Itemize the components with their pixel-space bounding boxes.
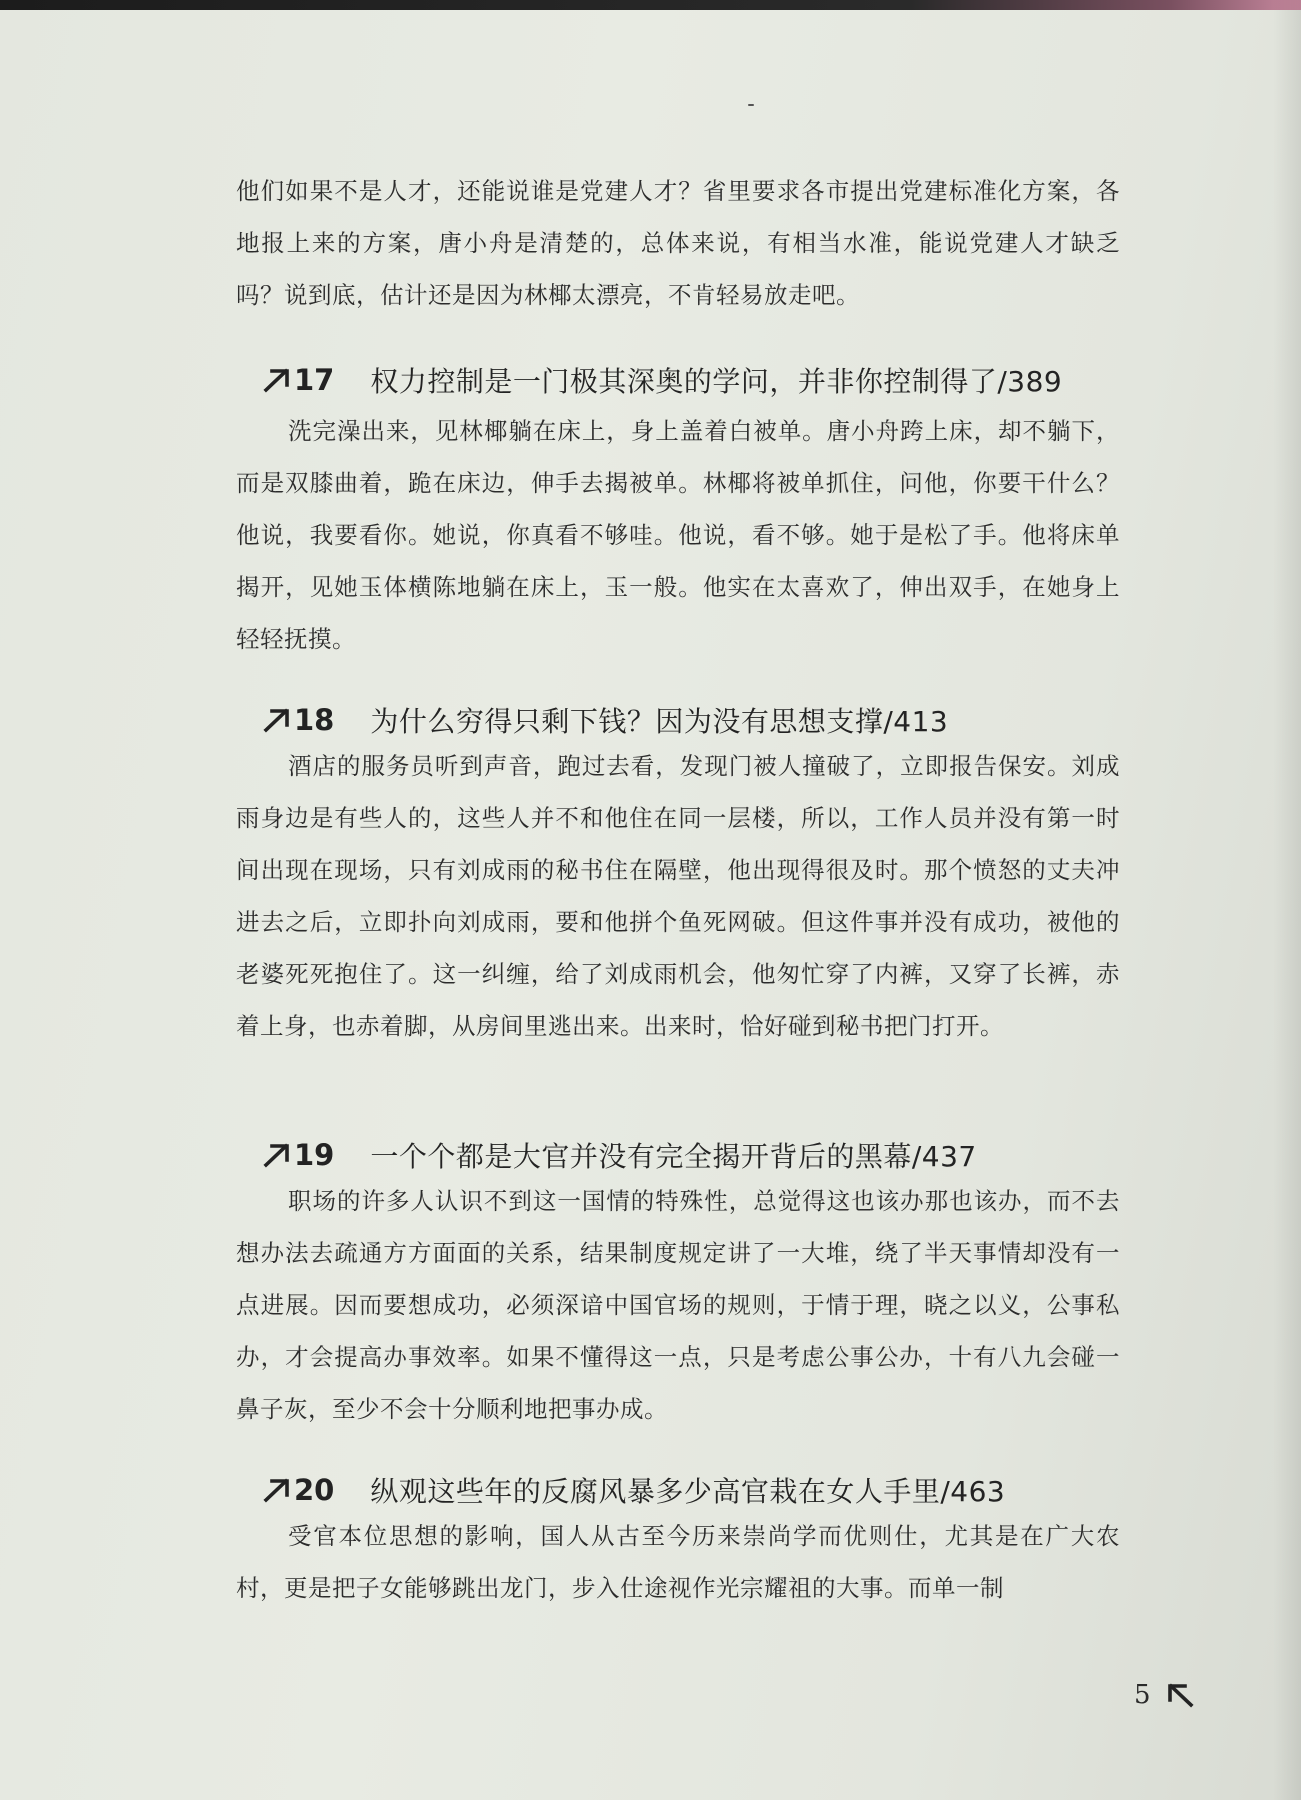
section-body-18: 酒店的服务员听到声音，跑过去看，发现门被人撞破了，立即报告保安。刘成雨身边是有些人的，这些人并不和他住在同一层楼，所以，工作人员并没有第一时间出现在现场，只有刘成雨的秘书住在隔壁，他出现得很及时。那个愤怒的丈夫冲进去之后，立即扑向刘成雨，要和他拼个鱼死网破。但这件事并没有成功，被他的老婆死死抱住了。这一纠缠，给了刘成雨机会，他匆忙穿了内裤，又穿了长裤，赤着上身，也赤着脚，从房间里逃出来。出来时，恰好碰到秘书把门打开。 [236, 752, 1120, 1040]
intro-paragraph: 他们如果不是人才，还能说谁是党建人才？省里要求各市提出党建标准化方案，各地报上来的方案，唐小舟是清楚的，总体来说，有相当水准，能说党建人才缺乏吗？说到底，估计还是因为林椰太漂亮，不肯轻易放走吧。 [236, 177, 1120, 309]
arrow-up-right-icon [262, 367, 292, 393]
section-title: 为什么穷得只剩下钱？因为没有思想支撑/413 [370, 705, 949, 738]
section-title: 纵观这些年的反腐风暴多少高官栽在女人手里/463 [370, 1475, 1006, 1508]
section-number: 17 [294, 363, 335, 397]
section-number: 20 [294, 1473, 335, 1507]
section-title: 一个个都是大官并没有完全揭开背后的黑幕/437 [370, 1140, 977, 1173]
arrow-up-right-icon [262, 1142, 292, 1168]
section-body-20: 受官本位思想的影响，国人从古至今历来崇尚学而优则仕，尤其是在广大农村，更是把子女能够跳出龙门，步入仕途视作光宗耀祖的大事。而单一制 [236, 1522, 1120, 1602]
arrow-up-right-icon [262, 1477, 292, 1503]
arrow-up-right-icon [262, 707, 292, 733]
page-right-shadow [1273, 0, 1301, 1800]
section-heading-19 [262, 1135, 977, 1175]
section-heading-20 [262, 1470, 1005, 1510]
scan-top-edge [0, 0, 1301, 10]
section-title: 权力控制是一门极其深奥的学问，并非你控制得了/389 [370, 365, 1063, 398]
dust-speck [748, 104, 754, 106]
section-body-19: 职场的许多人认识不到这一国情的特殊性，总觉得这也该办那也该办，而不去想办法去疏通方方面面的关系，结果制度规定讲了一大堆，绕了半天事情却没有一点进展。因而要想成功，必须深谙中国官场的规则，于情于理，晓之以义，公事私办，才会提高办事效率。如果不懂得这一点，只是考虑公事公办，十有八九会碰一鼻子灰，至少不会十分顺利地把事办成。 [236, 1187, 1120, 1423]
section-number: 19 [294, 1138, 335, 1172]
page-footer [1134, 1680, 1195, 1710]
section-heading-18 [262, 700, 948, 740]
section-number: 18 [294, 703, 335, 737]
arrow-up-left-icon [1165, 1682, 1195, 1708]
section-heading-17 [262, 360, 1062, 400]
section-body-17: 洗完澡出来，见林椰躺在床上，身上盖着白被单。唐小舟跨上床，却不躺下，而是双膝曲着，跪在床边，伸手去揭被单。林椰将被单抓住，问他，你要干什么？他说，我要看你。她说，你真看不够哇。他说，看不够。她于是松了手。他将床单揭开，见她玉体横陈地躺在床上，玉一般。他实在太喜欢了，伸出双手，在她身上轻轻抚摸。 [236, 417, 1120, 653]
page-number: 5 [1134, 1680, 1151, 1710]
